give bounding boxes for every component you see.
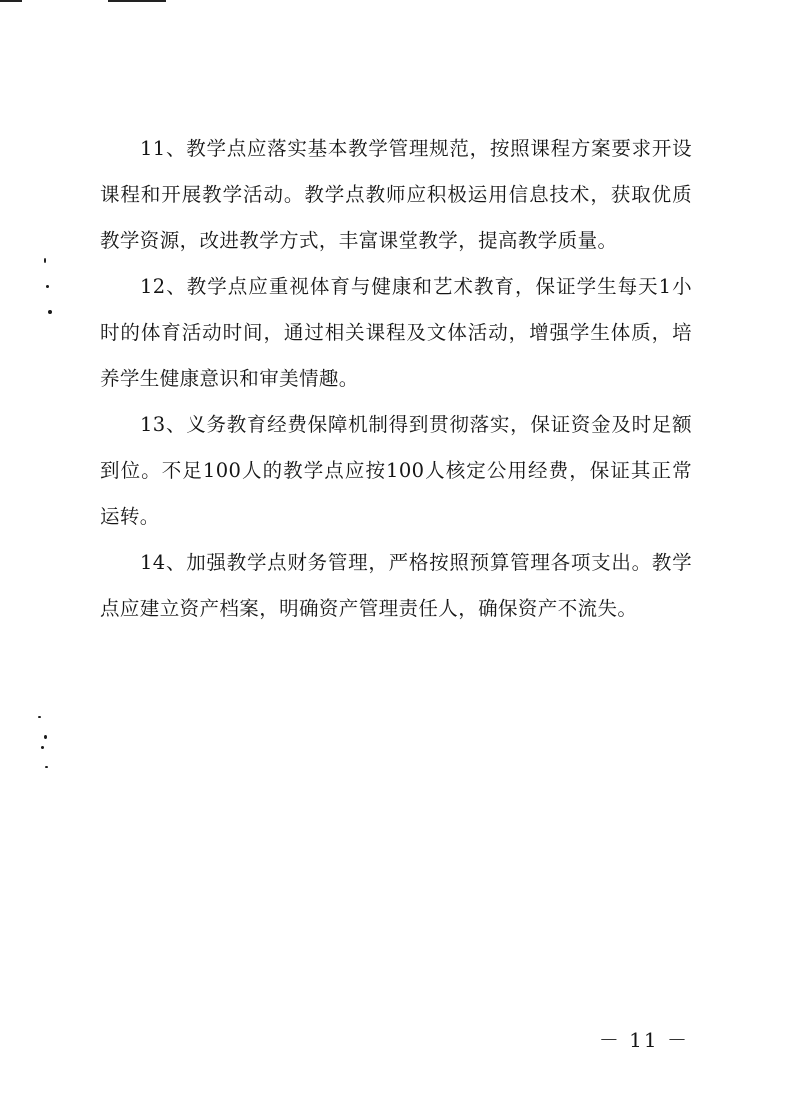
scan-artifact-line xyxy=(0,0,22,2)
scan-artifact-dot xyxy=(44,735,47,739)
scan-artifact-dot xyxy=(38,716,41,718)
paragraph-item-12: 12、教学点应重视体育与健康和艺术教育，保证学生每天1小时的体育活动时间，通过相关课程及文体活动，增强学生体质，培养学生健康意识和审美情趣。 xyxy=(100,275,692,390)
scan-artifact-dot xyxy=(46,285,49,288)
scan-artifact-dot xyxy=(48,310,52,314)
scan-artifact-dot xyxy=(45,766,48,768)
paragraph-item-13: 13、义务教育经费保障机制得到贯彻落实，保证资金及时足额到位。不足100人的教学点应按100人核定公用经费，保证其正常运转。 xyxy=(100,413,692,528)
page-number: － 11 － xyxy=(598,1028,689,1052)
scan-artifact-dot xyxy=(44,258,46,263)
paragraph-item-14: 14、加强教学点财务管理，严格按照预算管理各项支出。教学点应建立资产档案，明确资产管理责任人，确保资产不流失。 xyxy=(100,551,692,620)
scan-artifact-dot xyxy=(41,746,44,749)
scan-artifact-line xyxy=(108,0,166,2)
document-body xyxy=(100,126,692,632)
paragraph-item-11: 11、教学点应落实基本教学管理规范，按照课程方案要求开设课程和开展教学活动。教学点教师应积极运用信息技术，获取优质教学资源，改进教学方式，丰富课堂教学，提高教学质量。 xyxy=(100,137,692,252)
